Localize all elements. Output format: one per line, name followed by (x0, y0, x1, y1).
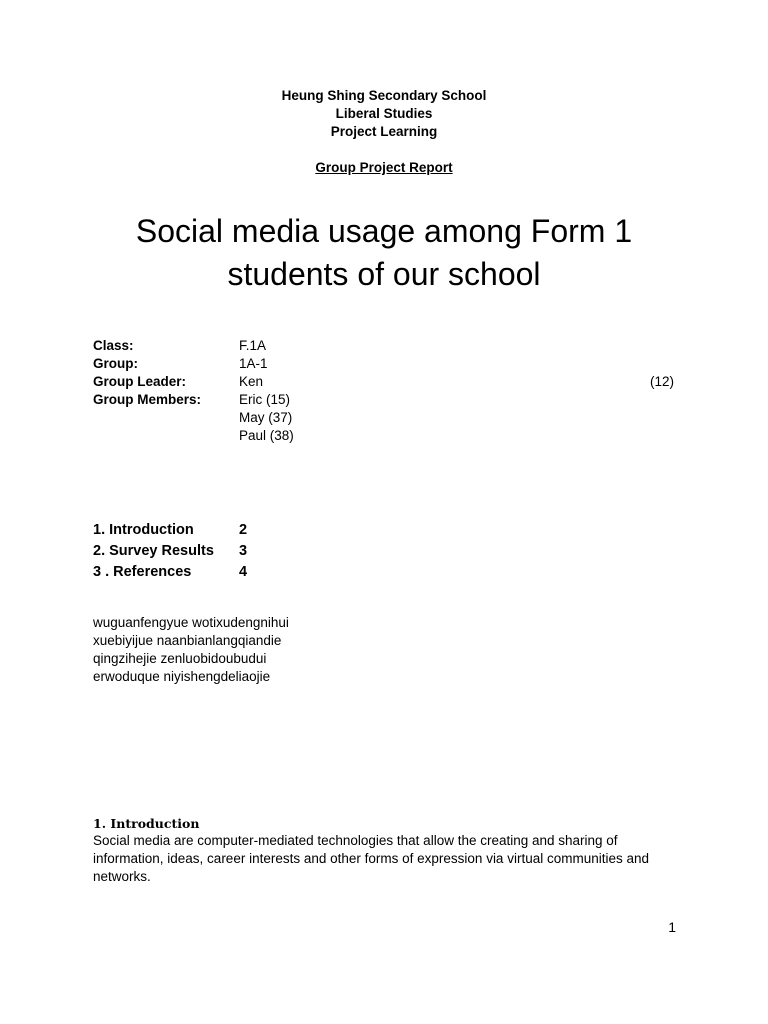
members-row (93, 409, 683, 427)
members-row (93, 391, 683, 409)
toc-entry-page: 3 (239, 543, 248, 559)
leader-value: Ken (239, 374, 264, 389)
group-label: Group: (93, 356, 138, 371)
subject-name: Liberal Studies (335, 106, 433, 121)
toc-entry-page: 2 (239, 522, 248, 538)
class-row (93, 337, 683, 355)
school-name: Heung Shing Secondary School (281, 88, 487, 103)
table-of-contents (93, 520, 393, 583)
pinyin-line: qingzihejie zenluobidoubudui (93, 651, 267, 666)
toc-entry (93, 562, 393, 583)
leader-number: (12) (649, 374, 674, 389)
leader-label: Group Leader: (93, 374, 187, 389)
toc-entry (93, 541, 393, 562)
pinyin-line: wuguanfengyue wotixudengnihui (93, 615, 289, 630)
introduction-body: Social media are computer-mediated technologies that allow the creating and sharing of information, ideas, career interests and other forms of expression via virtual communities and networks. (93, 833, 650, 884)
members-label: Group Members: (93, 392, 202, 407)
pinyin-line: xuebiyijue naanbianlangqiandie (93, 633, 282, 648)
page-number: 1 (668, 919, 676, 935)
member-item: May (37) (239, 410, 293, 425)
toc-entry (93, 520, 393, 541)
member-item: Eric (15) (239, 392, 291, 407)
class-label: Class: (93, 338, 134, 353)
introduction-heading: 1. Introduction (93, 816, 200, 831)
page-title (84, 210, 684, 296)
class-value: F.1A (239, 338, 267, 353)
toc-entry-label: 1. Introduction (93, 522, 194, 538)
toc-entry-label: 2. Survey Results (93, 543, 214, 559)
members-row (93, 427, 683, 445)
leader-row (93, 373, 683, 391)
pinyin-text (93, 614, 493, 686)
group-value: 1A-1 (239, 356, 268, 371)
page-title-line-2: students of our school (227, 256, 541, 292)
group-row (93, 355, 683, 373)
group-info (93, 337, 683, 445)
member-item: Paul (38) (239, 428, 294, 443)
report-header (0, 87, 768, 177)
report-title: Group Project Report (315, 160, 453, 175)
pinyin-line: erwoduque niyishengdeliaojie (93, 669, 271, 684)
page-title-line-1: Social media usage among Form 1 (135, 213, 633, 249)
program-name: Project Learning (330, 124, 438, 139)
toc-entry-label: 3 . References (93, 564, 192, 580)
toc-entry-page: 4 (239, 564, 248, 580)
